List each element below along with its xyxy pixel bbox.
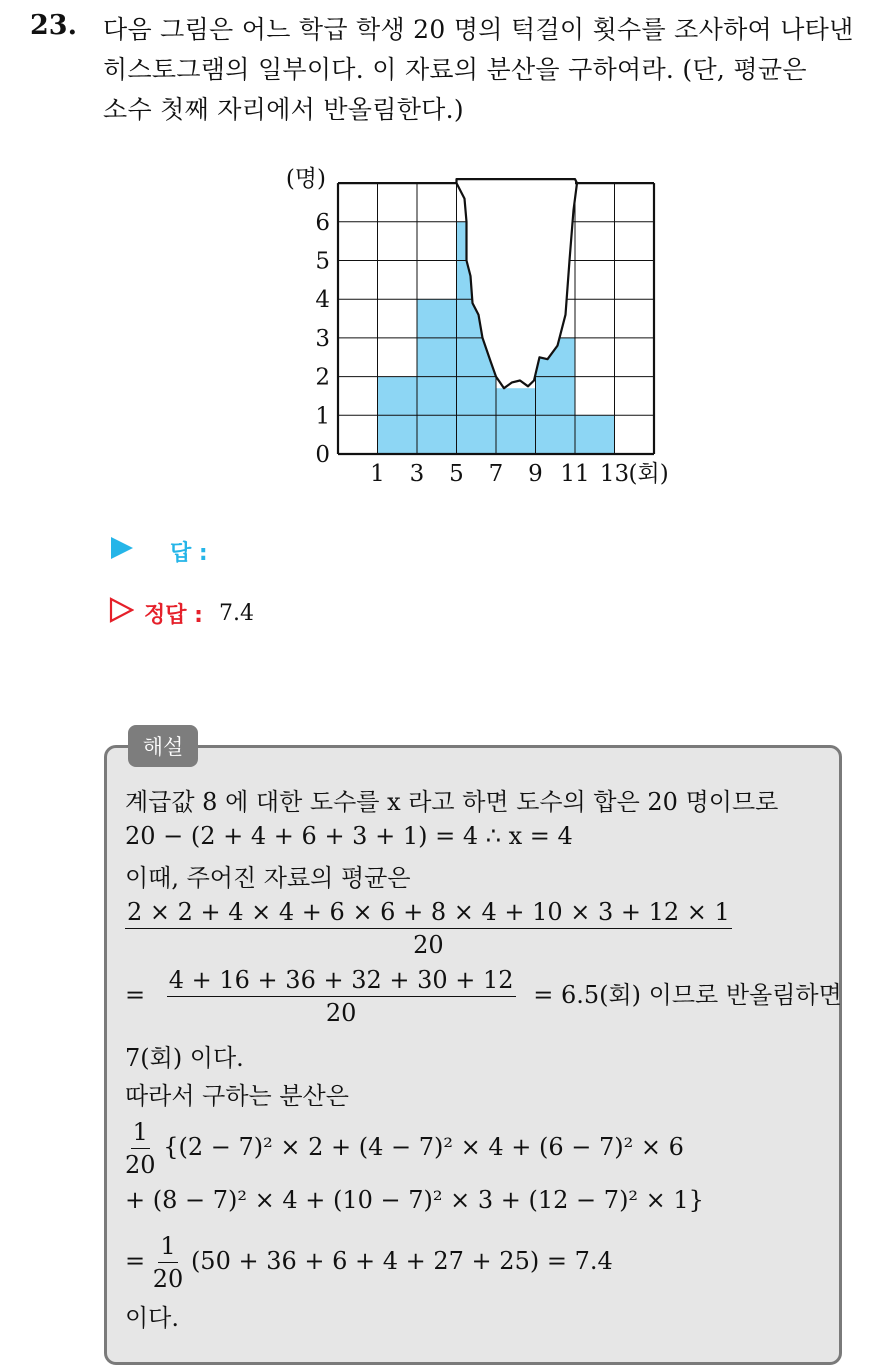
histogram-bar bbox=[496, 388, 536, 454]
variance-line-3 bbox=[125, 1232, 613, 1293]
fraction-numerator: 2 × 2 + 4 × 4 + 6 × 6 + 8 × 4 + 10 × 3 + 12 × 1 bbox=[125, 898, 732, 929]
question-line: 소수 첫째 자리에서 반올림한다.) bbox=[103, 95, 464, 124]
explanation-line: + (8 − 7)² × 4 + (10 − 7)² × 3 + (12 − 7)² × 1} bbox=[125, 1186, 704, 1214]
histogram-bar bbox=[575, 415, 615, 454]
y-tick-label: 6 bbox=[315, 209, 330, 236]
answer-row bbox=[108, 535, 208, 567]
play-arrow-icon bbox=[108, 535, 134, 567]
fraction-denominator: 20 bbox=[325, 999, 357, 1027]
explanation-line: 20 − (2 + 4 + 6 + 3 + 1) = 4 ∴ x = 4 bbox=[125, 822, 573, 850]
y-tick-label: 0 bbox=[315, 442, 330, 468]
histogram-chart bbox=[270, 150, 690, 495]
fraction-denominator: 20 bbox=[413, 931, 444, 959]
y-tick-label: 5 bbox=[315, 248, 330, 275]
question-line: 다음 그림은 어느 학급 학생 20 명의 턱걸이 횟수를 조사하여 나타낸 bbox=[103, 15, 854, 44]
mean-result-line bbox=[125, 966, 842, 1027]
equals-sign: = bbox=[125, 1247, 146, 1275]
x-tick-label: 9 bbox=[528, 461, 543, 487]
fraction-denominator: 20 bbox=[152, 1265, 184, 1293]
explanation-line: 이다. bbox=[125, 1304, 179, 1332]
answer-label: 답 : bbox=[170, 540, 208, 566]
correct-answer-label: 정답 : bbox=[144, 602, 203, 628]
x-tick-label: 1 bbox=[370, 461, 385, 487]
y-tick-label: 3 bbox=[315, 325, 330, 352]
question-line: 히스토그램의 일부이다. 이 자료의 분산을 구하여라. (단, 평균은 bbox=[103, 55, 807, 84]
variance-expression: {(2 − 7)² × 2 + (4 − 7)² × 4 + (6 − 7)² × 6 bbox=[163, 1133, 684, 1161]
x-tick-label: 7 bbox=[488, 461, 504, 487]
explanation-line: 7(회) 이다. bbox=[125, 1044, 244, 1072]
variance-line-1 bbox=[125, 1118, 684, 1179]
correct-answer-value: 7.4 bbox=[218, 600, 254, 626]
explanation-tag: 해설 bbox=[128, 725, 198, 767]
explanation-line: 이때, 주어진 자료의 평균은 bbox=[125, 864, 411, 892]
fraction-numerator: 4 + 16 + 36 + 32 + 30 + 12 bbox=[167, 966, 516, 997]
explanation-line: 따라서 구하는 분산은 bbox=[125, 1082, 349, 1110]
y-tick-label: 2 bbox=[315, 364, 330, 391]
equals-sign: = bbox=[125, 981, 146, 1009]
mean-result-text: = 6.5(회) 이므로 반올림하면 bbox=[533, 981, 842, 1009]
question-number: 23. bbox=[30, 10, 77, 41]
x-tick-label: 3 bbox=[409, 461, 425, 487]
y-tick-label: 1 bbox=[315, 403, 330, 430]
outline-arrow-icon bbox=[108, 597, 134, 629]
mean-fraction bbox=[125, 898, 732, 959]
correct-answer-row bbox=[108, 597, 254, 629]
x-tick-label: 11 bbox=[560, 461, 590, 487]
fraction-numerator: 1 bbox=[131, 1118, 150, 1149]
fraction-numerator: 1 bbox=[158, 1232, 177, 1263]
explanation-line: 계급값 8 에 대한 도수를 x 라고 하면 도수의 합은 20 명이므로 bbox=[125, 788, 779, 816]
fraction-denominator: 20 bbox=[125, 1151, 156, 1179]
x-tick-label: 5 bbox=[449, 461, 464, 487]
y-axis-label: (명) bbox=[285, 166, 326, 192]
y-tick-label: 4 bbox=[315, 287, 330, 314]
x-tick-label: 13 bbox=[599, 461, 630, 487]
question-text bbox=[103, 10, 863, 130]
x-axis-label: (회) bbox=[628, 461, 669, 487]
variance-result: (50 + 36 + 6 + 4 + 27 + 25) = 7.4 bbox=[190, 1247, 613, 1275]
